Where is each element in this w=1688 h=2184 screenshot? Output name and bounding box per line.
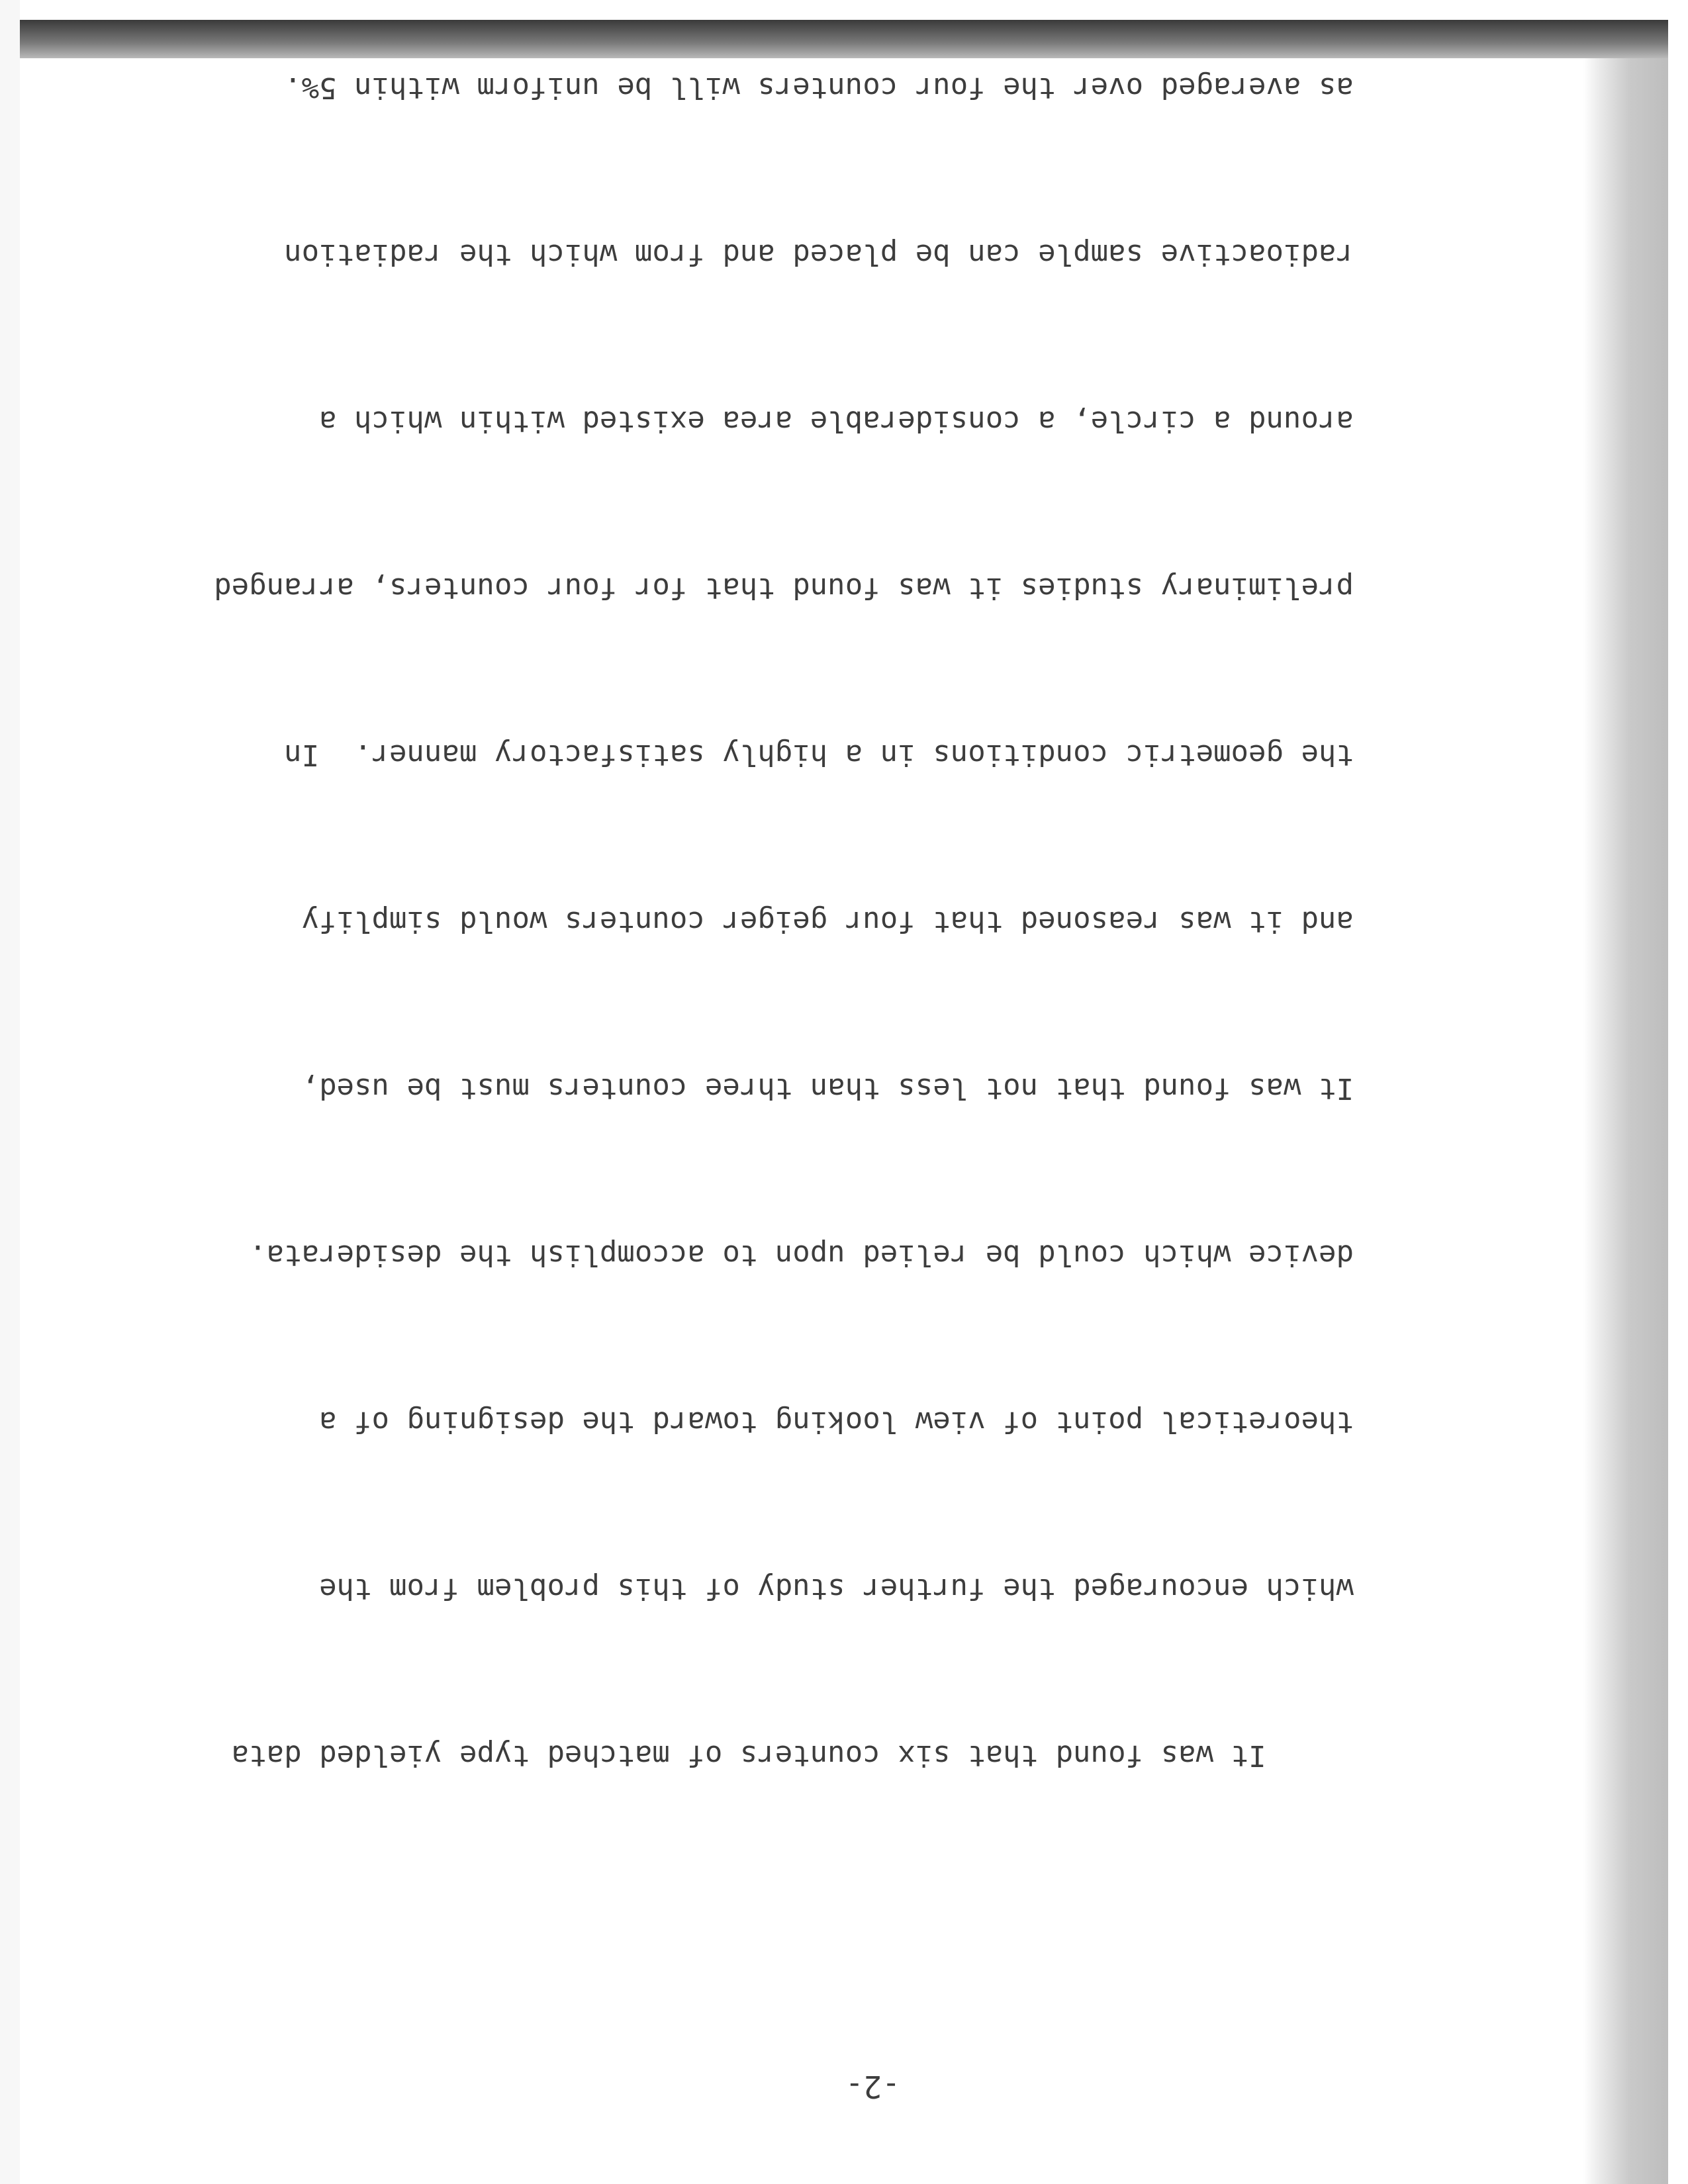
text-line: It was found that six counters of matched type yielded data bbox=[231, 1739, 1354, 1772]
text-line: the geometric conditions in a highly satisfactory manner. In bbox=[284, 738, 1354, 772]
paragraph-1 bbox=[209, 0, 1354, 1894]
text-line: and it was reasoned that four geiger counters would simplify bbox=[301, 905, 1354, 938]
text-line: radioactive sample can be placed and from which the radiation bbox=[284, 238, 1354, 271]
document-body bbox=[209, 0, 1354, 2005]
text-line: as averaged over the four counters will be uniform within 5%. bbox=[284, 71, 1354, 105]
text-line: preliminary studies it was found that for four counters, arranged bbox=[214, 571, 1354, 605]
page-number: -2- bbox=[845, 2069, 900, 2105]
text-line: which encouraged the further study of this problem from the bbox=[319, 1572, 1354, 1606]
text-line: device which could be relied upon to accomplish the desiderata. bbox=[249, 1238, 1354, 1272]
text-line: It was found that not less than three counters must be used, bbox=[301, 1071, 1354, 1105]
text-line: theoretical point of view looking toward the designing of a bbox=[319, 1405, 1354, 1439]
text-line: around a circle, a considerable area existed within which a bbox=[319, 404, 1354, 438]
